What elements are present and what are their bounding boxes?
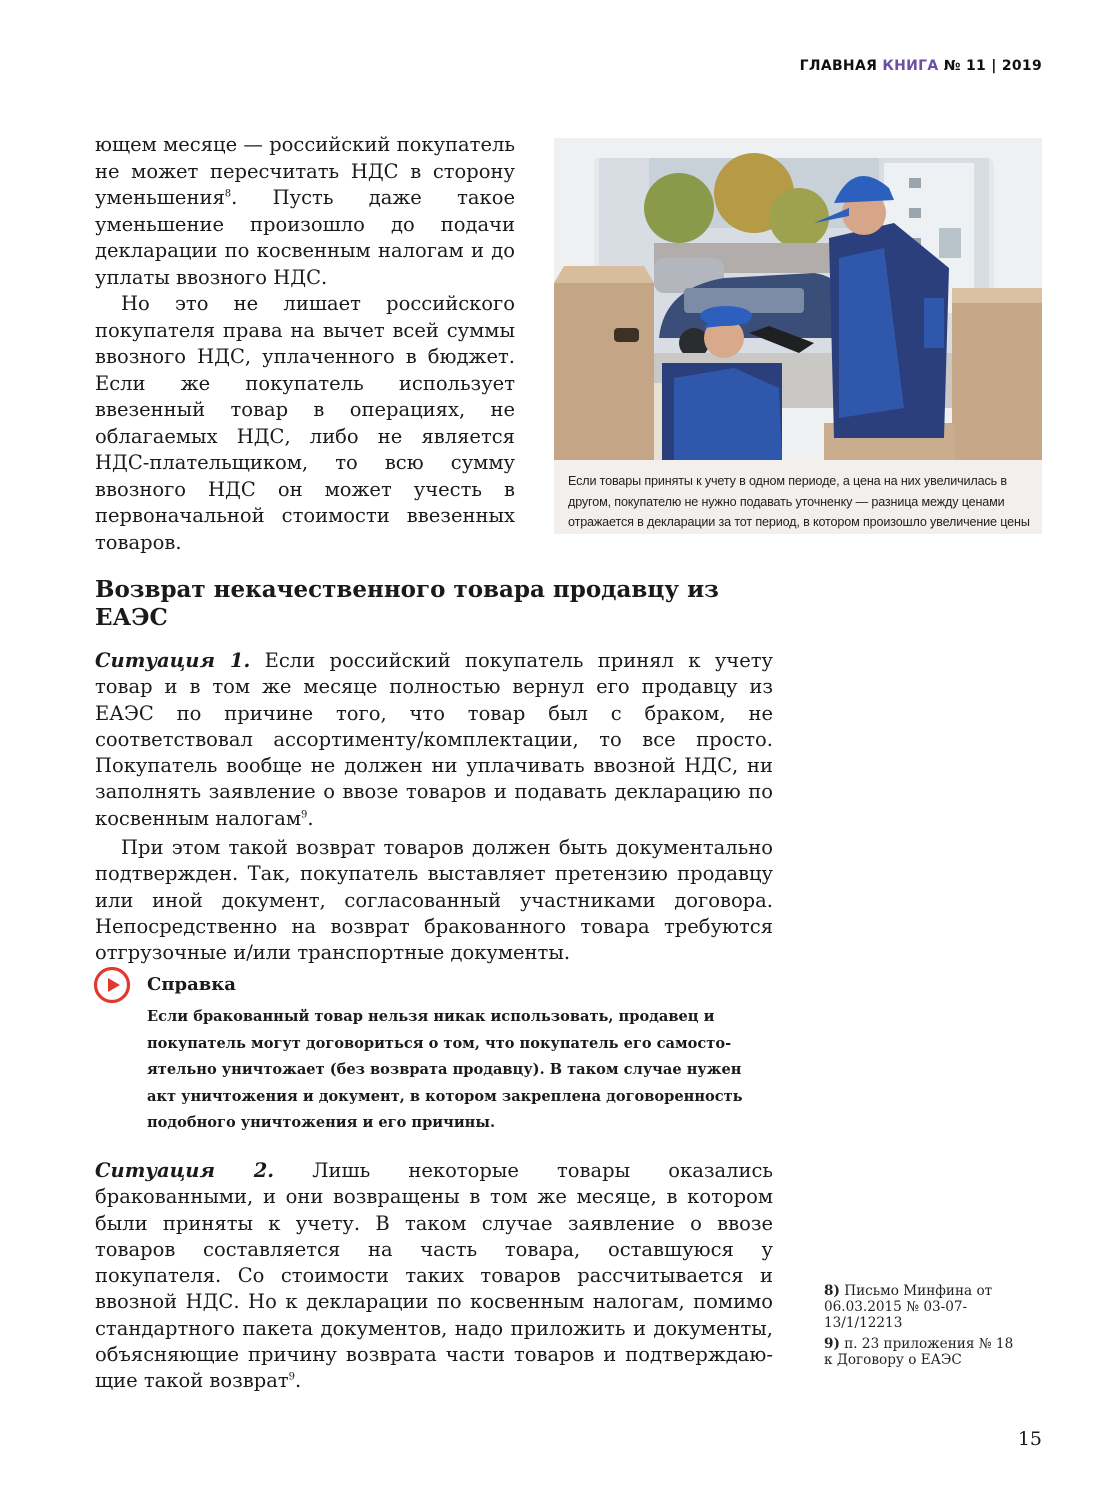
footnotes (824, 1283, 1024, 1373)
note-title: Справка (147, 974, 236, 995)
footnote-ref[interactable]: 9 (288, 1371, 296, 1383)
paragraph (95, 648, 773, 832)
footnote-9 (824, 1336, 1024, 1368)
footnote-number: 8) (824, 1283, 840, 1299)
footnote-text: Письмо Минфина от 06.03.2015 № 03-07-13/1/12213 (824, 1283, 993, 1331)
paragraph-text: ющем месяце — российский покупатель не может пересчитать НДС в сторону уменьшения (95, 133, 515, 209)
paragraph-text: . Пусть даже такое уменьшение произошло до подачи декларации по косвенным налогам и до уплаты ввозного НДС. (95, 186, 515, 289)
issue-info: № 11 | 2019 (938, 58, 1042, 74)
footnote-number: 9) (824, 1336, 840, 1352)
figure-caption: Если товары приняты к учету в одном периоде, а цена на них увеличилась в другом, покупателю не нужно подавать уточненку — разница между ценами отражается в декларации за тот период, в котором произошло увеличение цены (568, 474, 1030, 529)
paragraph-text: . (307, 806, 314, 830)
situation-1-block (95, 648, 773, 967)
magazine-header (800, 58, 1042, 74)
paragraph: Но это не лишает российского покупателя права на вычет всей суммы ввозного НДС, уплаченного в бюджет. Если же покупатель использует ввезенный товар в операциях, не облагаемых НДС, либо не является НДС-плательщиком, то всю сумму ввозного НДС он может учесть в первоначальной стоимости ввезенных товаров. (95, 292, 515, 554)
paragraph (95, 132, 515, 291)
play-circle-icon (93, 966, 131, 1004)
brand-name-accent: КНИГА (882, 58, 939, 74)
page-number: 15 (1017, 1428, 1042, 1450)
photo-illustration (554, 138, 1042, 460)
section-title: Возврат некачественного товара продавцу из ЕАЭС (95, 576, 719, 631)
situation-label: Ситуация 1. (95, 649, 251, 672)
note-body: Если бракованный товар нельзя никак использовать, продавец и покупатель могут договориться о том, что покупатель его самостоятельно уничтожает (без возврата продавцу). В таком случае нужен акт уничтожения и документ, в котором закреплена договоренность подобного уничтожения и его причины. (147, 1008, 743, 1131)
footnote-text: п. 23 приложения № 18 к Договору о ЕАЭС (824, 1336, 1014, 1368)
left-column-text (95, 132, 515, 556)
situation-label: Ситуация 2. (95, 1159, 275, 1182)
situation-2-block (95, 1158, 773, 1395)
paragraph (95, 1158, 773, 1395)
paragraph: При этом такой возврат товаров должен быть документально подтвержден. Так, покупатель выставляет претензию продавцу или иной документ, согласованный участниками договора. Непосредственно на возврат бракованного товара требуются отгрузочные и/или транспортные документы. (95, 836, 773, 965)
footnote-ref[interactable]: 9 (301, 809, 308, 821)
photo-couriers-van (554, 138, 1042, 460)
paragraph-text: Лишь некоторые товары оказались бракованными, и они возвращены в том же месяце, в котором были приняты к учету. В таком случае заявление о ввозе товаров составляется на часть товара, оставшуюся у покупателя. Со стоимости таких товаров рассчитывается и ввозной НДС. Но к декларации по косвенным налогам, помимо стандартного пакета документов, надо приложить и документы, объясняющие причину возврата части товаров и подтверждающие такой возврат (95, 1159, 774, 1393)
footnote-8 (824, 1283, 1024, 1331)
brand-name: ГЛАВНАЯ (799, 58, 883, 74)
paragraph-text: . (295, 1369, 302, 1393)
figure (554, 138, 1042, 534)
paragraph-text: Если российский покупатель принял к учету товар и в том же месяце полностью вернул его продавцу из ЕАЭС по причине того, что товар был с браком, не соответствовал ассортименту/комплектации, то все просто. Покупатель вообще не должен ни уплачивать ввозной НДС, ни заполнять заявление о ввозе товаров и подавать декларацию по косвенным налогам (95, 649, 773, 830)
footnote-ref[interactable]: 8 (224, 188, 232, 200)
